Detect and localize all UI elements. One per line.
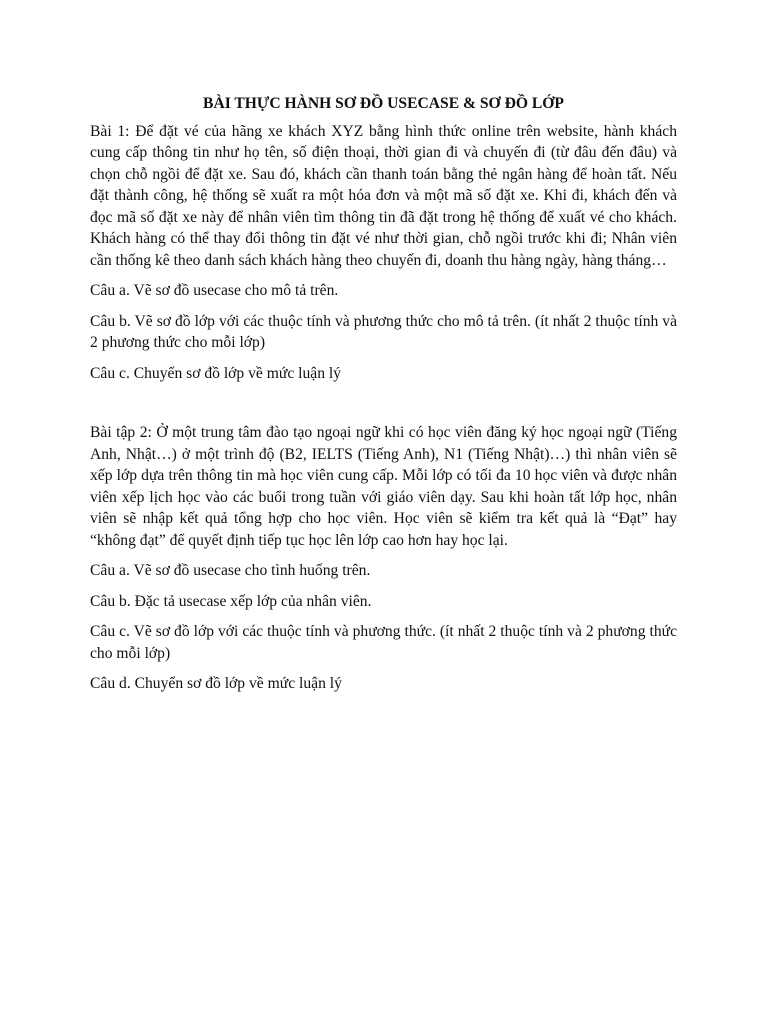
exercise-2-question-d: Câu d. Chuyển sơ đồ lớp về mức luận lý [90, 675, 342, 692]
exercise-1-text: Bài 1: Để đặt vé của hãng xe khách XYZ bằng hình thức online trên website, hành khách cung cấp thông tin như họ tên, số điện thoại, thời gian đi và chuyến đi (từ đâu đến đâu) và chọn chỗ ngồi để đặt xe. Sau đó, khách cần thanh toán bằng thẻ ngân hàng để hoàn tất. Nếu đặt thành công, hệ thống sẽ xuất ra một hóa đơn và một mã số đặt xe. Khi đi, khách đến và đọc mã số đặt xe này để nhân viên tìm thông tin đã đặt trong hệ thống để xuất vé cho khách. Khách hàng có thể thay đổi thông tin đặt vé như thời gian, chỗ ngồi trước khi đi; Nhân viên cần thống kê theo danh sách khách hàng theo chuyến đi, doanh thu hàng ngày, hàng tháng… [90, 122, 677, 269]
page-title: BÀI THỰC HÀNH SƠ ĐỒ USECASE & SƠ ĐỒ LỚP [203, 95, 564, 112]
section-spacer [90, 393, 677, 422]
exercise-1-question-a: Câu a. Vẽ sơ đồ usecase cho mô tả trên. [90, 282, 339, 299]
exercise-1-question-c: Câu c. Chuyển sơ đồ lớp về mức luận lý [90, 364, 342, 382]
exercise-2-text: Bài tập 2: Ở một trung tâm đào tạo ngoại ngữ khi có học viên đăng ký học ngoại ngữ (Tiếng Anh, Nhật…) ở một trình độ (B2, IELTS (Tiếng Anh), N1 (Tiếng Nhật)…) thì nhân viên sẽ xếp lớp dựa trên thông tin mà học viên cung cấp. Mỗi lớp có tối đa 10 học viên và được nhân viên xếp lịch học vào các buổi trong tuần với giáo viên dạy. Sau khi hoàn tất lớp học, nhân viên sẽ nhập kết quả tổng hợp cho học viên. Học viên sẽ kiểm tra kết quả là “Đạt” hay “không đạt” để quyết định tiếp tục học lên lớp cao hơn hay học lại. [90, 424, 677, 549]
exercise-2-question-c: Câu c. Vẽ sơ đồ lớp với các thuộc tính và phương thức. (ít nhất 2 thuộc tính và 2 phương thức cho mỗi lớp) [90, 623, 677, 662]
exercise-1-question-b: Câu b. Vẽ sơ đồ lớp với các thuộc tính và phương thức cho mô tả trên. (ít nhất 2 thuộc tính và 2 phương thức cho mỗi lớp) [90, 312, 677, 351]
exercise-2-question-a: Câu a. Vẽ sơ đồ usecase cho tình huống trên. [90, 562, 371, 579]
exercise-2-question-b: Câu b. Đặc tả usecase xếp lớp của nhân viên. [90, 592, 372, 610]
document-content [90, 93, 677, 704]
